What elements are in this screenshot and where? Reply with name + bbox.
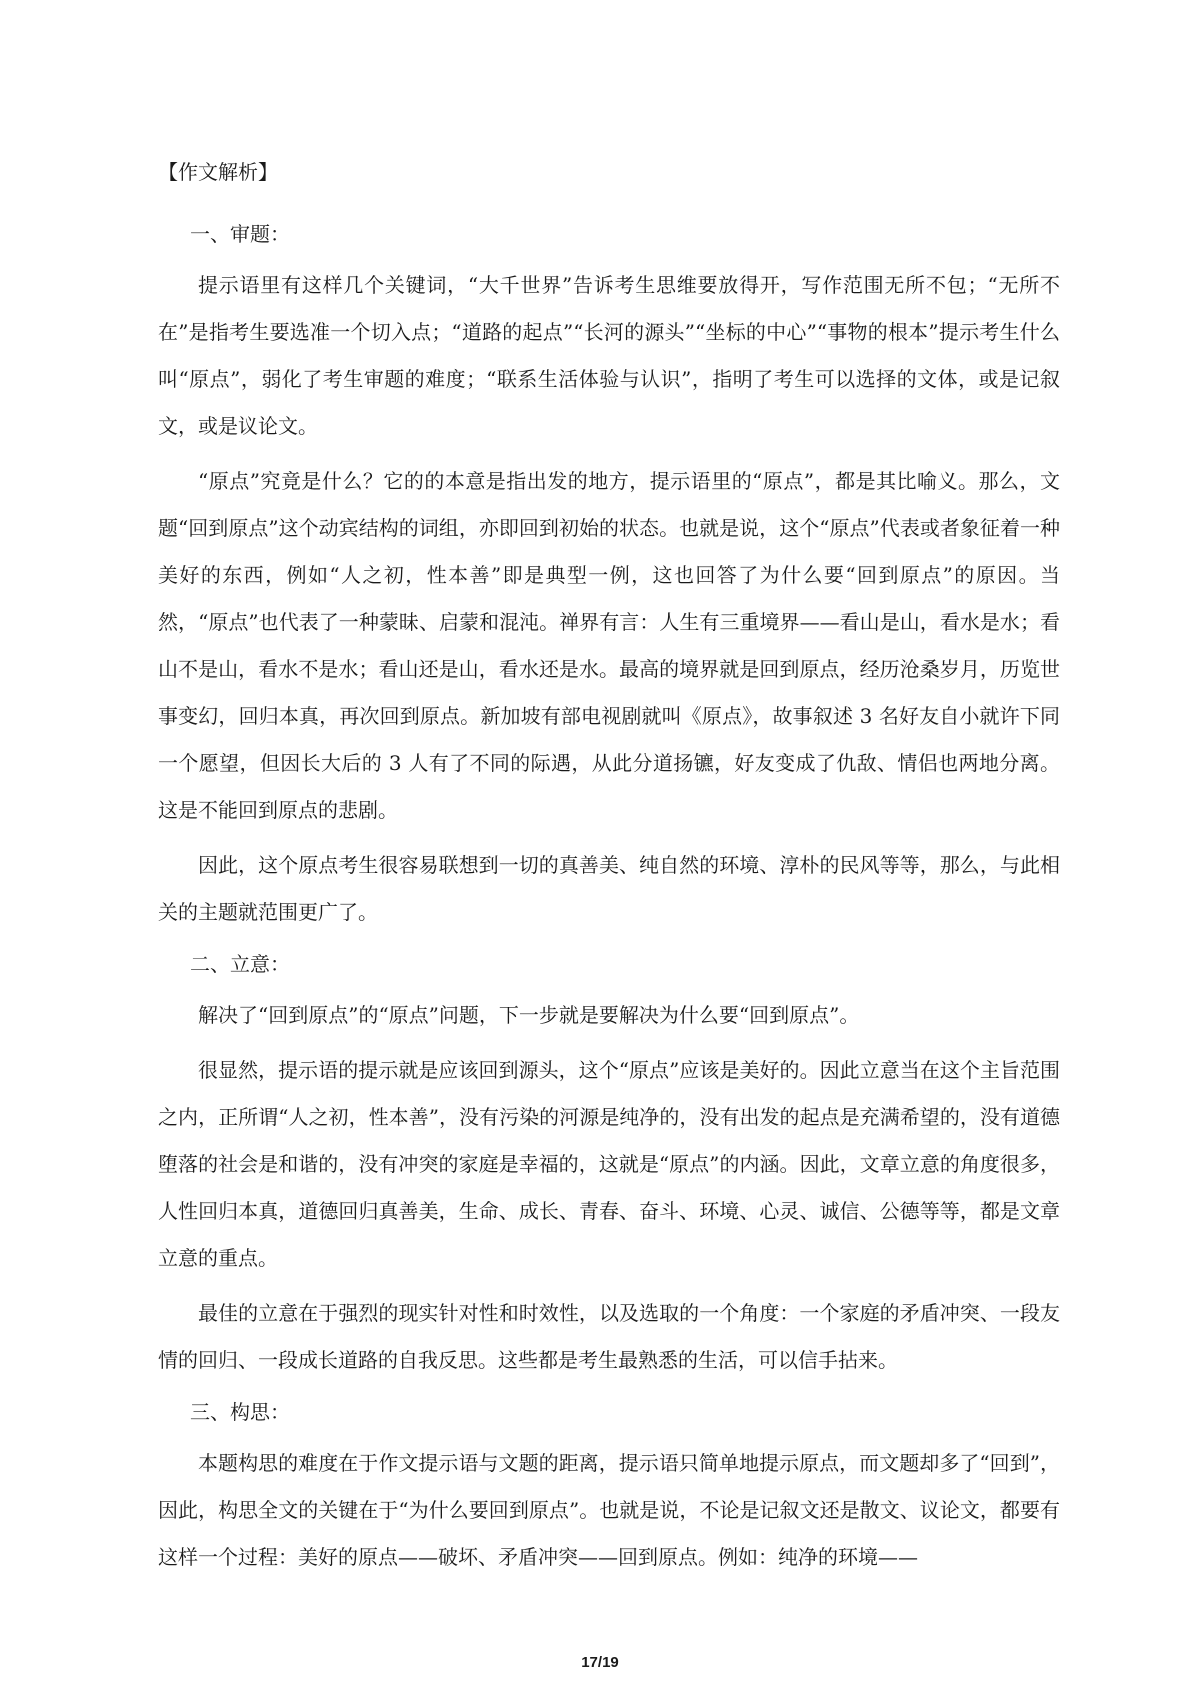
paragraph: 很显然，提示语的提示就是应该回到源头，这个“原点”应该是美好的。因此立意当在这个主旨范围之内，正所谓“人之初，性本善”，没有污染的河源是纯净的，没有出发的起点是充满希望的，没有道德堕落的社会是和谐的，没有冲突的家庭是幸福的，这就是“原点”的内涵。因此，文章立意的角度很多，人性回归本真，道德回归真善美，生命、成长、青春、奋斗、环境、心灵、诚信、公德等等，都是文章立意的重点。 — [158, 1058, 1060, 1270]
paragraph: 最佳的立意在于强烈的现实针对性和时效性，以及选取的一个角度：一个家庭的矛盾冲突、一段友情的回归、一段成长道路的自我反思。这些都是考生最熟悉的生活，可以信手拈来。 — [158, 1301, 1060, 1372]
paragraph: 因此，这个原点考生很容易联想到一切的真善美、纯自然的环境、淳朴的民风等等，那么，与此相关的主题就范围更广了。 — [158, 853, 1060, 924]
essay-analysis-heading: 【作文解析】 — [158, 160, 278, 184]
section-title-theme: 二、立意： — [190, 952, 290, 976]
paragraph: 解决了“回到原点”的“原点”问题，下一步就是要解决为什么要“回到原点”。 — [198, 1003, 860, 1027]
section-title-conception: 三、构思： — [190, 1400, 290, 1424]
document-body — [158, 152, 1060, 1589]
paragraph: 本题构思的难度在于作文提示语与文题的距离，提示语只简单地提示原点，而文题却多了“回到”，因此，构思全文的关键在于“为什么要回到原点”。也就是说，不论是记叙文还是散文、议论文，都要有这样一个过程：美好的原点——破坏、矛盾冲突——回到原点。例如：纯净的环境—— — [158, 1451, 1060, 1569]
page-number: 17/19 — [581, 1654, 619, 1671]
paragraph: “原点”究竟是什么？它的的本意是指出发的地方，提示语里的“原点”，都是其比喻义。那么，文题“回到原点”这个动宾结构的词组，亦即回到初始的状态。也就是说，这个“原点”代表或者象征着一种美好的东西，例如“人之初，性本善”即是典型一例，这也回答了为什么要“回到原点”的原因。当然，“原点”也代表了一种蒙昧、启蒙和混沌。禅界有言：人生有三重境界——看山是山，看水是水；看山不是山，看水不是水；看山还是山，看水还是水。最高的境界就是回到原点，经历沧桑岁月，历览世事变幻，回归本真，再次回到原点。新加坡有部电视剧就叫《原点》，故事叙述 3 名好友自小就许下同一个愿望，但因长大后的 3 人有了不同的际遇，从此分道扬镳，好友变成了仇敌、情侣也两地分离。这是不能回到原点的悲剧。 — [158, 469, 1060, 822]
paragraph: 提示语里有这样几个关键词，“大千世界”告诉考生思维要放得开，写作范围无所不包；“无所不在”是指考生要选准一个切入点；“道路的起点”“长河的源头”“坐标的中心”“事物的根本”提示考生什么叫“原点”，弱化了考生审题的难度；“联系生活体验与认识”，指明了考生可以选择的文体，或是记叙文，或是议论文。 — [158, 273, 1060, 438]
section-title-review: 一、审题： — [190, 222, 290, 246]
